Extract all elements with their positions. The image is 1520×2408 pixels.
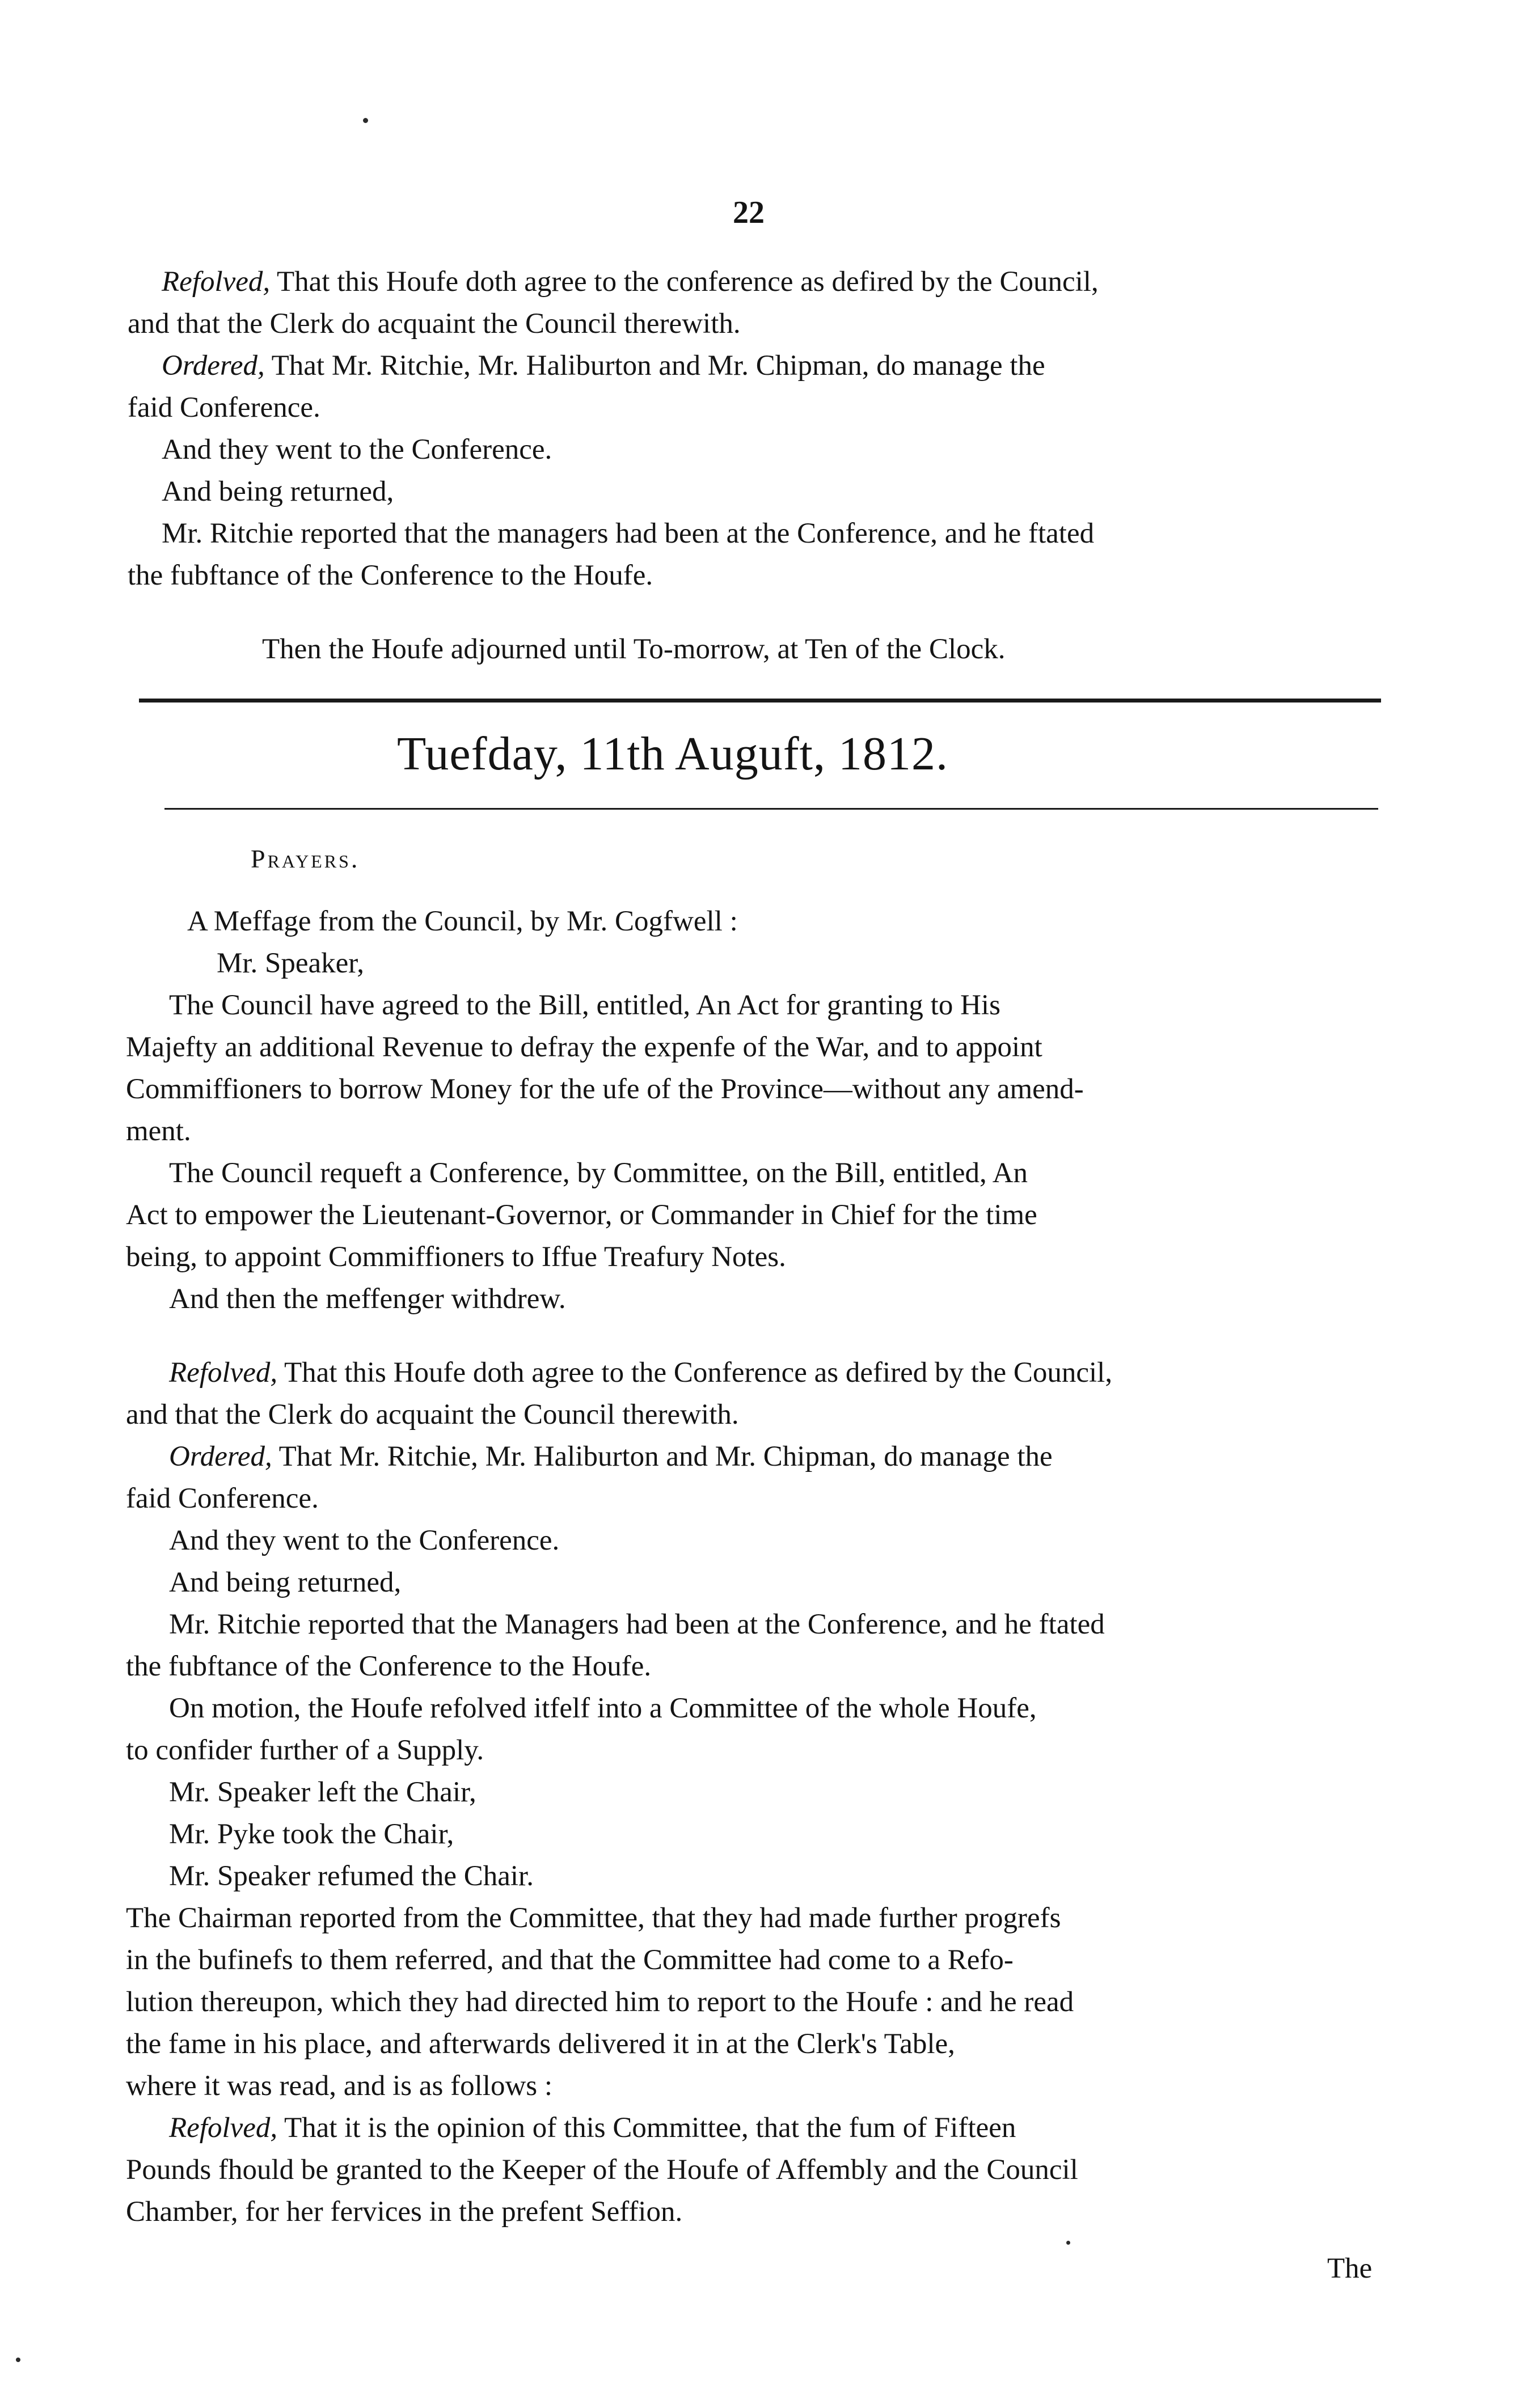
message-line-2: Majefty an additional Revenue to defray the expenfe of the War, and to appoint [126, 1031, 1042, 1063]
went-line-2: And they went to the Conference. [169, 1525, 560, 1556]
resolved-paragraph-1 [162, 262, 1387, 302]
speaker-resumed-line: Mr. Speaker refumed the Chair. [169, 1860, 534, 1892]
ordered-text: That Mr. Ritchie, Mr. Haliburton and Mr. Chipman, do manage the [278, 1441, 1053, 1472]
ordered-label: Ordered, [162, 350, 265, 382]
page-number: 22 [733, 195, 765, 230]
ordered-text: That Mr. Ritchie, Mr. Haliburton and Mr. Chipman, do manage the [271, 350, 1045, 382]
chairman-line-5: where it was read, and is as follows : [126, 2070, 553, 2102]
ink-speck [1066, 2241, 1070, 2245]
ordered-label: Ordered, [169, 1441, 272, 1472]
date-heading: Tuefday, 11th Auguft, 1812. [397, 727, 948, 780]
pyke-chair-line: Mr. Pyke took the Chair, [169, 1818, 454, 1850]
adjourned-line: Then the Houfe adjourned until To-morrow, at Ten of the Clock. [262, 633, 1006, 665]
chairman-line-3: lution thereupon, which they had directed him to report to the Houfe : and he read [126, 1986, 1074, 2018]
message-line-4: ment. [126, 1115, 191, 1147]
resolved-paragraph-2 [169, 1353, 1112, 1393]
reported-line-2: Mr. Ritchie reported that the Managers had been at the Conference, and he ftated [169, 1609, 1105, 1640]
ordered-cont-1: faid Conference. [128, 392, 320, 424]
final-line-3: Chamber, for her fervices in the prefent Seffion. [126, 2196, 683, 2228]
message-line-5: The Council requeft a Conference, by Committee, on the Bill, entitled, An [169, 1157, 1028, 1189]
resolved-text: That this Houfe doth agree to the conference as defired by the Council, [277, 266, 1099, 298]
message-salutation: Mr. Speaker, [217, 947, 364, 979]
resolved-text: That this Houfe doth agree to the Conference as defired by the Council, [284, 1357, 1113, 1389]
resolved-cont-1: and that the Clerk do acquaint the Council therewith. [128, 308, 741, 340]
resolved-label: Refolved, [169, 1357, 278, 1389]
reported-cont-1: the fubftance of the Conference to the Houfe. [128, 560, 653, 591]
message-line-1: The Council have agreed to the Bill, entitled, An Act for granting to His [169, 989, 1000, 1021]
returned-line-2: And being returned, [169, 1567, 402, 1598]
motion-cont: to confider further of a Supply. [126, 1734, 484, 1766]
chairman-line-4: the fame in his place, and afterwards delivered it in at the Clerk's Table, [126, 2028, 955, 2060]
message-line-8: And then the meffenger withdrew. [169, 1283, 566, 1315]
went-line-1: And they went to the Conference. [162, 434, 552, 465]
prayers-label: Prayers. [251, 844, 360, 873]
message-line-6: Act to empower the Lieutenant-Governor, or Commander in Chief for the time [126, 1199, 1037, 1231]
chairman-line-2: in the bufinefs to them referred, and that the Committee had come to a Refo- [126, 1944, 1014, 1976]
final-line-2: Pounds fhould be granted to the Keeper of the Houfe of Affembly and the Council [126, 2154, 1078, 2186]
ordered-paragraph-2 [169, 1437, 1053, 1476]
motion-line: On motion, the Houfe refolved itfelf into a Committee of the whole Houfe, [169, 1692, 1037, 1724]
ink-speck [16, 2358, 20, 2362]
resolved-cont-2: and that the Clerk do acquaint the Council therewith. [126, 1399, 739, 1431]
resolved-label: Refolved, [162, 266, 271, 298]
returned-line-1: And being returned, [162, 476, 394, 507]
reported-cont-2: the fubftance of the Conference to the Houfe. [126, 1651, 652, 1682]
section-rule-top [139, 699, 1381, 702]
ordered-paragraph-1 [162, 346, 1045, 386]
resolved-label: Refolved, [169, 2112, 278, 2144]
reported-line-1: Mr. Ritchie reported that the managers had been at the Conference, and he ftated [162, 518, 1095, 549]
message-line-7: being, to appoint Commiffioners to Iffue Treafury Notes. [126, 1241, 786, 1273]
resolved-text: That it is the opinion of this Committee, that the fum of Fifteen [284, 2112, 1016, 2144]
section-rule-bottom [164, 808, 1378, 810]
ink-speck [363, 118, 368, 123]
speaker-left-line: Mr. Speaker left the Chair, [169, 1776, 476, 1808]
final-resolved-paragraph [169, 2108, 1016, 2148]
catchword: The [1327, 2253, 1373, 2284]
chairman-line-1: The Chairman reported from the Committee, that they had made further progrefs [126, 1902, 1061, 1934]
message-intro: A Meffage from the Council, by Mr. Cogfwell : [187, 905, 738, 937]
message-line-3: Commiffioners to borrow Money for the ufe of the Province—without any amend- [126, 1073, 1084, 1105]
ordered-cont-2: faid Conference. [126, 1483, 319, 1514]
